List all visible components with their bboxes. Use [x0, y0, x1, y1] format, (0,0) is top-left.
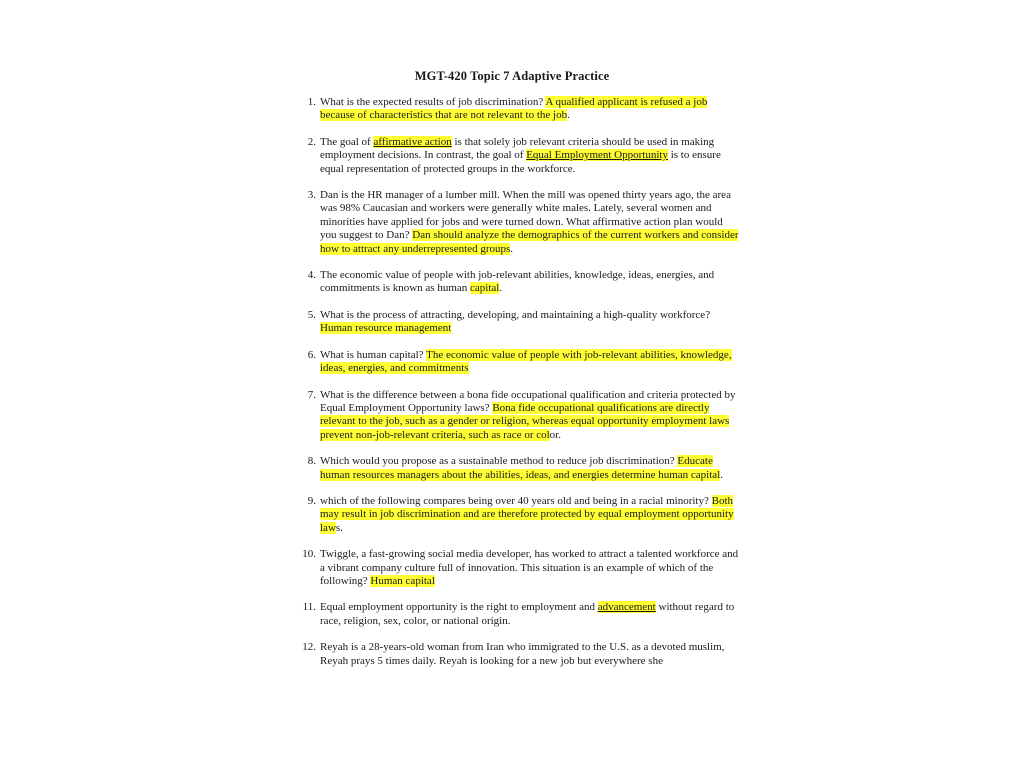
question-text [320, 269, 714, 294]
document-title: MGT-420 Topic 7 Adaptive Practice [414, 69, 610, 83]
question-number: 5. [307, 308, 316, 321]
plain-text: . [510, 242, 514, 255]
question-list [296, 96, 740, 681]
highlighted-answer: Bona fide occupational qualifications are directly relevant to the job, such as a gender or religion, whereas equal opportunity employment laws prevent non-job-relevant criteria, such as race or col [320, 401, 730, 441]
highlighted-answer: Human resource management [320, 322, 452, 335]
plain-text: is that solely job relevant criteria should be used in making employment decisions. In contrast, the goal of [320, 135, 715, 162]
question-number: 9. [307, 494, 316, 507]
highlighted-answer: capital [470, 282, 500, 295]
plain-text: Reyah is a 28-years-old woman from Iran who immigrated to the U.S. as a devoted muslim, Reyah prays 5 times daily. Reyah is looking for a new job but everywhere she [320, 641, 725, 667]
plain-text: Twiggle, a fast-growing social media developer, has worked to attract a talented workforce and a vibrant company culture full of innovation. This situation is an example of which of the following? [320, 548, 739, 587]
plain-text: Which would you propose as a sustainable method to reduce job discrimination? [320, 455, 678, 468]
question-item [296, 309, 740, 336]
plain-text: or. [549, 428, 561, 441]
question-item [296, 455, 740, 482]
question-number: 6. [307, 348, 316, 361]
question-item [296, 601, 740, 628]
plain-text: . [720, 468, 723, 481]
question-item [296, 189, 740, 256]
question-text [320, 455, 723, 480]
question-text [320, 495, 734, 534]
question-item [296, 389, 740, 443]
question-number: 3. [307, 189, 316, 202]
plain-text: which of the following compares being over 40 years old and being in a racial minority? [320, 494, 712, 507]
plain-text: What is the difference between a bona fide occupational qualification and criteria protected by Equal Employment Opportunity laws? [320, 388, 736, 414]
question-number: 10. [302, 548, 316, 561]
highlighted-answer: advancement [597, 601, 656, 614]
plain-text: Dan is the HR manager of a lumber mill. When the mill was opened thirty years ago, the area was 98% Caucasian and workers were generally white males. Lately, several women and minorities have applied for jobs and were turned down. What affirmative action plan would you suggest to Dan? [320, 189, 731, 242]
question-text [320, 601, 734, 626]
highlighted-answer: Human capital [370, 574, 435, 587]
plain-text: is to ensure equal representation of protected groups in the workforce. [320, 149, 721, 175]
question-number: 2. [307, 135, 316, 148]
question-item [296, 548, 740, 588]
question-text [320, 189, 738, 255]
plain-text: What is the expected results of job discrimination? [320, 96, 546, 108]
highlighted-answer: Educate human resources managers about the abilities, ideas, and energies determine human capital [320, 455, 721, 481]
question-item [296, 641, 740, 668]
question-text [320, 548, 738, 587]
question-number: 12. [302, 641, 316, 654]
plain-text: Equal employment opportunity is the right to employment and [320, 601, 598, 614]
question-item [296, 136, 740, 176]
question-text [320, 136, 721, 175]
question-number: 11. [302, 601, 316, 614]
question-item [296, 96, 740, 123]
plain-text: What is the process of attracting, developing, and maintaining a high-quality workforce? [320, 308, 711, 321]
question-text [320, 641, 724, 666]
question-item [296, 495, 740, 535]
question-number: 7. [307, 388, 316, 401]
highlighted-answer: Equal Employment Opportunity [526, 149, 668, 162]
question-item [296, 349, 740, 376]
plain-text: . [499, 282, 503, 295]
highlighted-answer: Dan should analyze the demographics of the current workers and consider how to attract any underrepresented groups [320, 229, 739, 255]
highlighted-answer: The economic value of people with job-relevant abilities, knowledge, ideas, energies, and commitments [320, 348, 732, 375]
question-text [320, 389, 735, 441]
question-text [320, 309, 710, 334]
plain-text: . [567, 109, 570, 122]
plain-text: without regard to race, religion, sex, color, or national origin. [320, 601, 735, 627]
question-text [320, 349, 732, 374]
highlighted-answer: A qualified applicant is refused a job because of characteristics that are not relevant to the job [320, 96, 708, 122]
question-item [296, 269, 740, 296]
plain-text: The goal of [320, 135, 374, 148]
highlighted-answer: Both may result in job discrimination and are therefore protected by equal employment opportunity law [320, 494, 734, 534]
question-number: 1. [307, 96, 316, 108]
plain-text: s. [335, 521, 343, 534]
question-number: 4. [307, 269, 316, 282]
question-text [320, 96, 707, 121]
plain-text: The economic value of people with job-relevant abilities, knowledge, ideas, energies, and commitments is known as human [320, 269, 715, 295]
plain-text: What is human capital? [320, 348, 427, 361]
highlighted-answer: affirmative action [373, 135, 452, 148]
question-number: 8. [307, 455, 316, 468]
